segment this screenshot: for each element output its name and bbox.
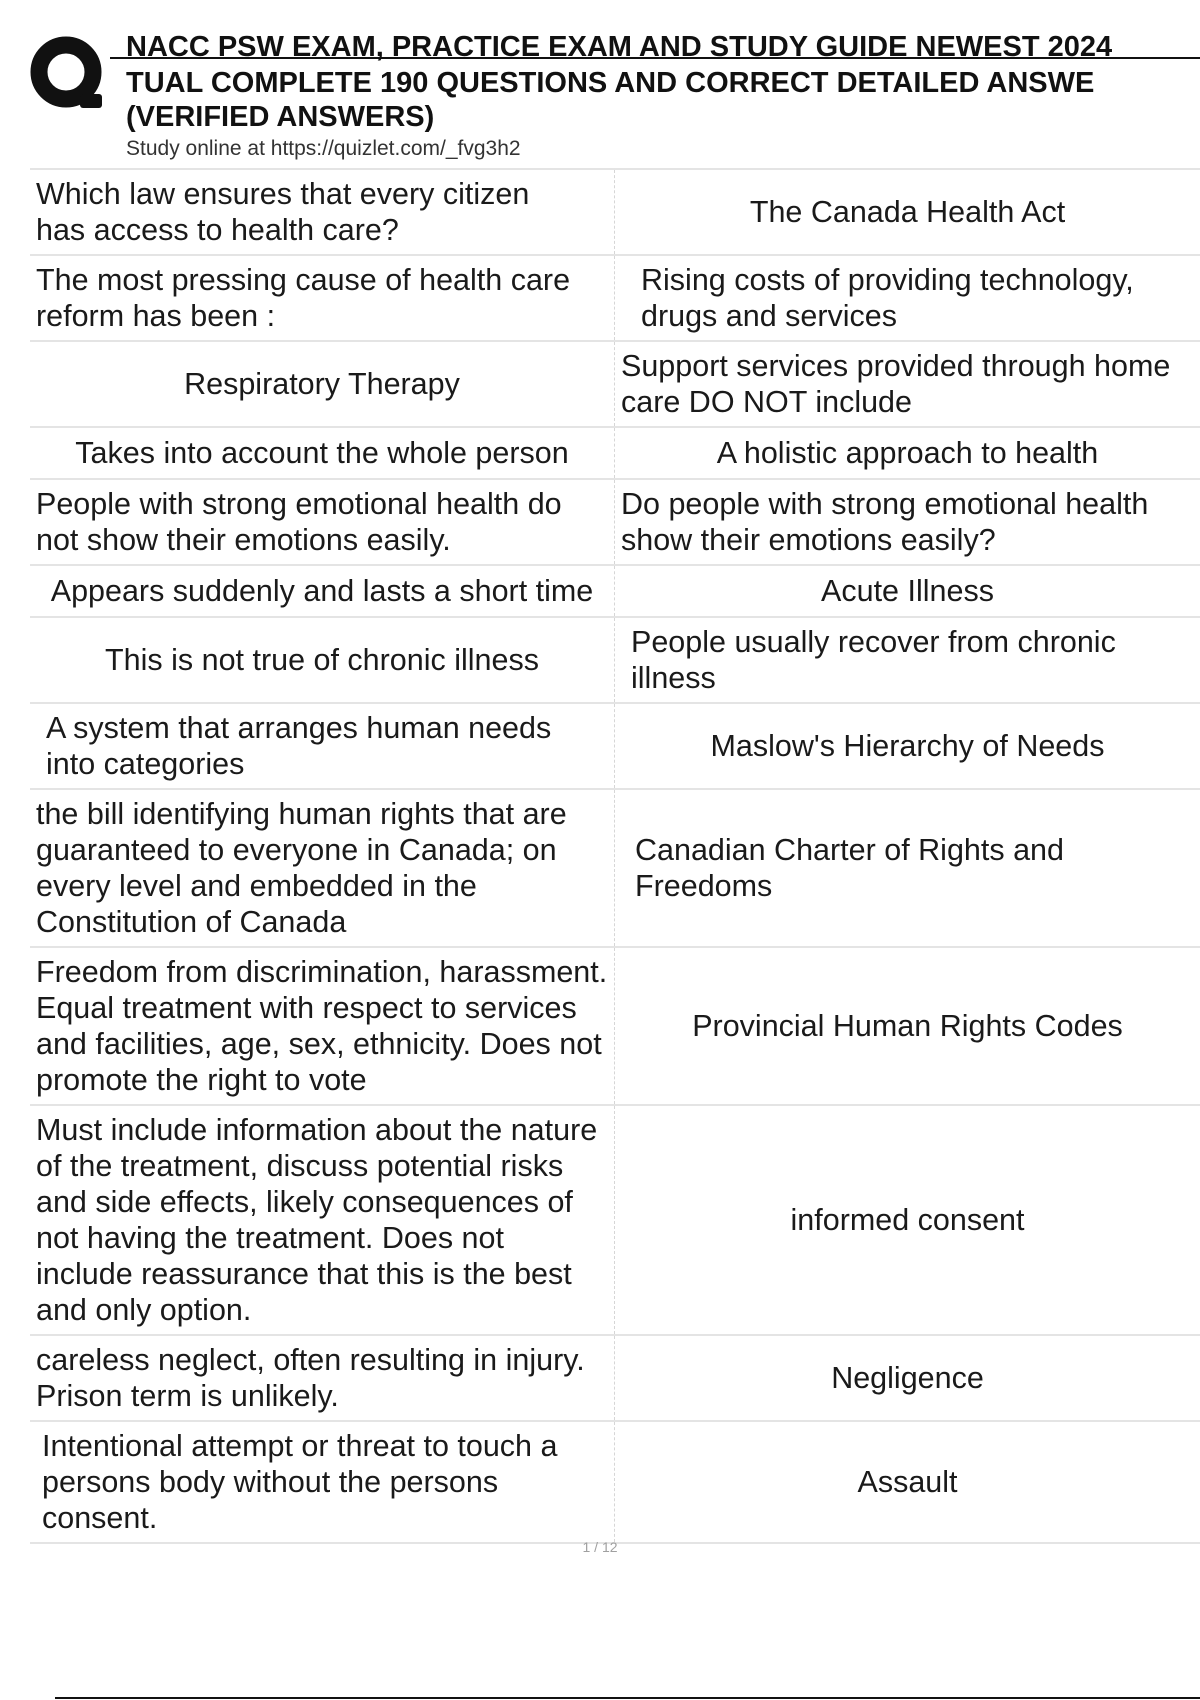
flashcard-term: Intentional attempt or threat to touch a persons body without the persons consent. [30,1422,615,1542]
flashcard-term: Takes into account the whole person [30,428,615,478]
flashcard-definition: Rising costs of providing technology, drugs and services [641,263,1134,333]
footer-divider [55,1697,1200,1699]
flashcard-definition: Negligence [831,1361,984,1395]
flashcard-definition: Canadian Charter of Rights and Freedoms [635,833,1064,903]
flashcard-definition: Do people with strong emotional health show their emotions easily? [621,487,1149,557]
flashcard-definition: Maslow's Hierarchy of Needs [710,729,1105,763]
flashcard-row [30,1106,1200,1336]
flashcard-definition: People usually recover from chronic illness [631,625,1116,695]
flashcard-row [30,480,1200,566]
flashcard-term: This is not true of chronic illness [30,618,615,702]
quizlet-logo-icon [30,34,108,112]
flashcard-row [30,1422,1200,1544]
flashcard-term: careless neglect, often resulting in injury. Prison term is unlikely. [30,1336,615,1420]
flashcard-term: Which law ensures that every citizen has access to health care? [30,170,615,254]
study-online-link[interactable]: Study online at https://quizlet.com/_fvg3h2 [126,137,521,160]
flashcard-term: the bill identifying human rights that are guaranteed to everyone in Canada; on every level and embedded in the Constitution of Canada [30,790,615,946]
document-title-line-2: TUAL COMPLETE 190 QUESTIONS AND CORRECT DETAILED ANSWE [126,67,1095,99]
flashcard-term: People with strong emotional health do not show their emotions easily. [30,480,615,564]
flashcard-term: A system that arranges human needs into categories [30,704,615,788]
flashcard-term: The most pressing cause of health care reform has been : [30,256,615,340]
document-title-line-3: (VERIFIED ANSWERS) [126,101,435,133]
flashcard-definition: Support services provided through home care DO NOT include [621,349,1171,419]
flashcard-row [30,566,1200,618]
flashcard-row [30,618,1200,704]
flashcard-definition: informed consent [790,1203,1025,1237]
flashcard-term: Appears suddenly and lasts a short time [30,566,615,616]
page-indicator: 1 / 12 [582,1539,618,1555]
flashcard-definition: Assault [857,1465,958,1499]
flashcard-definition: A holistic approach to health [716,436,1099,470]
flashcard-row [30,428,1200,480]
flashcard-row [30,256,1200,342]
flashcard-row [30,1336,1200,1422]
flashcard-term: Respiratory Therapy [30,342,615,426]
document-title-line-1: NACC PSW EXAM, PRACTICE EXAM AND STUDY GUIDE NEWEST 2024 [126,31,1113,63]
flashcard-definition: Provincial Human Rights Codes [692,1009,1123,1043]
flashcard-row [30,704,1200,790]
flashcard-table [30,168,1200,1544]
flashcard-row [30,170,1200,256]
flashcard-row [30,342,1200,428]
flashcard-term: Must include information about the nature of the treatment, discuss potential risks and side effects, likely consequences of not having the treatment. Does not include reassurance that this is the best and only option. [30,1106,615,1334]
flashcard-term: Freedom from discrimination, harassment. Equal treatment with respect to services and facilities, age, sex, ethnicity. Does not promote the right to vote [30,948,615,1104]
flashcard-row [30,948,1200,1106]
flashcard-definition: The Canada Health Act [749,195,1066,229]
document-header [0,0,1200,168]
flashcard-row [30,790,1200,948]
flashcard-definition: Acute Illness [821,574,994,608]
